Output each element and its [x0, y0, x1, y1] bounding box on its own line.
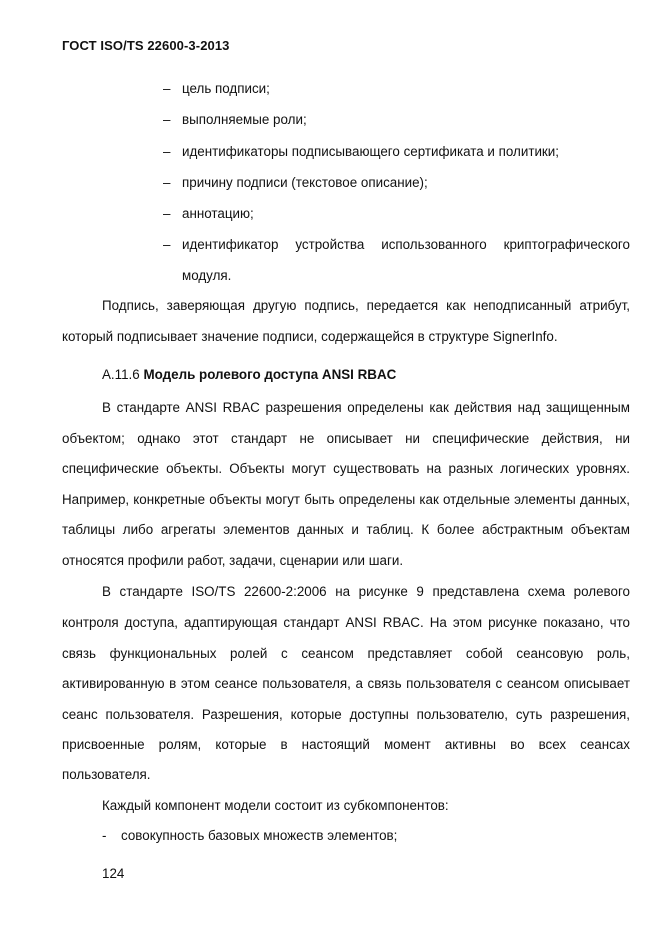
- list-dash: –: [163, 112, 171, 127]
- document-header: ГОСТ ISO/TS 22600-3-2013: [62, 38, 230, 53]
- paragraph-line: сеанс пользователя. Разрешения, которые доступны пользователю, суть разрешения,: [62, 707, 630, 722]
- paragraph-line: контроля доступа, адаптирующая стандарт ANSI RBAC. На этом рисунке показано, что: [62, 615, 630, 630]
- paragraph-line: таблицы либо агрегаты элементов данных и таблиц. К более абстрактным объектам: [62, 522, 630, 537]
- paragraph-line: Подпись, заверяющая другую подпись, передается как неподписанный атрибут,: [102, 298, 630, 313]
- paragraph-line: активированную в этом сеансе пользователя, а связь пользователя с сеансом описывает: [62, 676, 630, 691]
- paragraph-line: присвоенные ролям, которые в настоящий момент активны во всех сеансах: [62, 737, 630, 752]
- page-number: 124: [102, 866, 125, 881]
- list-dash: –: [163, 144, 171, 159]
- paragraph-line: специфические объекты. Объекты могут существовать на разных логических уровнях.: [62, 461, 630, 476]
- bullet-glyph: -: [102, 828, 107, 843]
- list-item-text: выполняемые роли;: [182, 112, 307, 127]
- section-number: А.11.6: [102, 367, 140, 382]
- paragraph-line: связь функциональных ролей с сеансом представляет собой сеансовую роль,: [62, 646, 630, 661]
- paragraph-line: Каждый компонент модели состоит из субкомпонентов:: [102, 798, 449, 813]
- list-item-text: аннотацию;: [182, 206, 254, 221]
- list-dash: –: [163, 206, 171, 221]
- bullet-item-text: совокупность базовых множеств элементов;: [121, 828, 398, 843]
- paragraph-line: В стандарте ISO/TS 22600-2:2006 на рисунке 9 представлена схема ролевого: [102, 584, 630, 599]
- list-item-text-line1: идентификатор устройства использованного криптографического: [182, 237, 630, 252]
- paragraph-line: относятся профили работ, задачи, сценарии или шаги.: [62, 553, 404, 568]
- paragraph-line: Например, конкретные объекты могут быть определены как отдельные элементы данных,: [62, 492, 630, 507]
- list-item-text-line2: модуля.: [182, 268, 232, 283]
- paragraph-line: который подписывает значение подписи, содержащейся в структуре SignerInfo.: [62, 329, 558, 344]
- list-dash: –: [163, 237, 171, 252]
- list-item-text: идентификаторы подписывающего сертификата и политики;: [182, 144, 559, 159]
- section-title: Модель ролевого доступа ANSI RBAC: [143, 367, 397, 382]
- list-dash: –: [163, 175, 171, 190]
- list-item-text: причину подписи (текстовое описание);: [182, 175, 428, 190]
- paragraph-line: В стандарте ANSI RBAC разрешения определены как действия над защищенным: [102, 400, 630, 415]
- list-item-text: цель подписи;: [182, 81, 270, 96]
- paragraph-line: объектом; однако этот стандарт не описывает ни специфические действия, ни: [62, 431, 630, 446]
- section-heading: [102, 367, 396, 382]
- paragraph-line: пользователя.: [62, 767, 151, 782]
- list-dash: –: [163, 81, 171, 96]
